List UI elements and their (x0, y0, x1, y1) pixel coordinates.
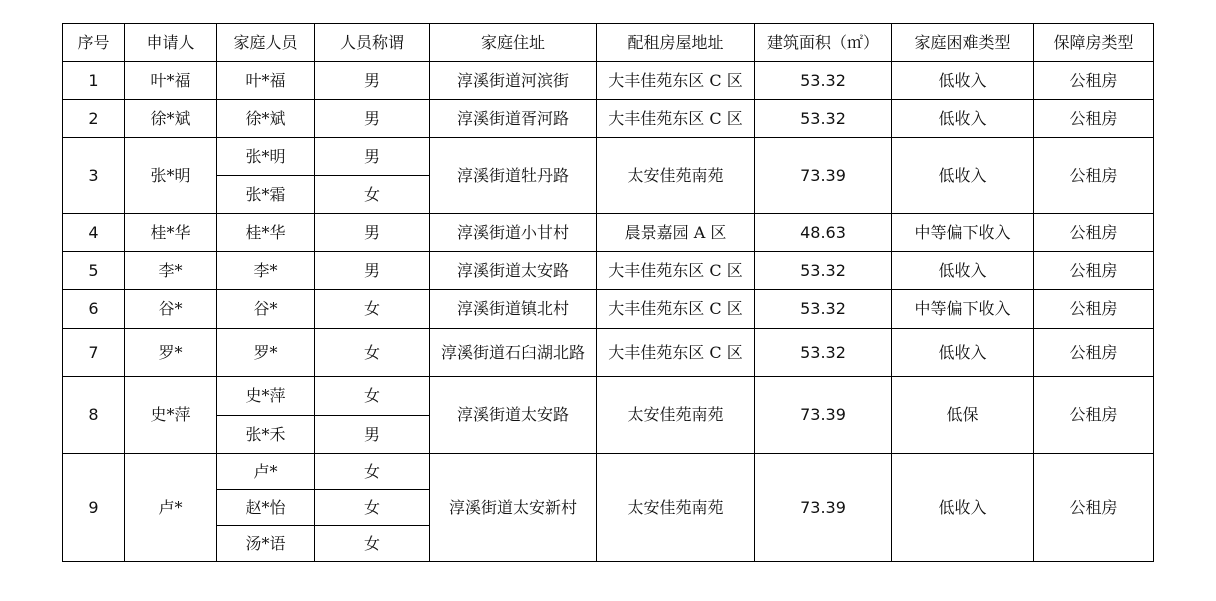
cell-rental-address: 太安佳苑南苑 (597, 377, 755, 454)
cell-no: 2 (63, 100, 125, 138)
cell-applicant: 卢* (125, 454, 217, 562)
cell-member-name: 汤*语 (217, 526, 315, 562)
cell-hardship: 中等偏下收入 (892, 214, 1034, 252)
header-relation: 人员称谓 (315, 24, 430, 62)
cell-no: 9 (63, 454, 125, 562)
cell-housing-type: 公租房 (1034, 329, 1154, 377)
table-row (63, 377, 1154, 416)
cell-hardship: 低保 (892, 377, 1034, 454)
table-row (63, 62, 1154, 100)
cell-member-relation: 男 (315, 416, 430, 454)
cell-rental-address: 大丰佳苑东区 C 区 (597, 329, 755, 377)
cell-member-relation: 男 (315, 100, 430, 138)
cell-applicant: 谷* (125, 290, 217, 329)
cell-housing-type: 公租房 (1034, 290, 1154, 329)
header-housing-type: 保障房类型 (1034, 24, 1154, 62)
cell-member-relation: 女 (315, 176, 430, 214)
cell-hardship: 低收入 (892, 329, 1034, 377)
header-rental-address: 配租房屋地址 (597, 24, 755, 62)
cell-hardship: 低收入 (892, 138, 1034, 214)
table-row (63, 329, 1154, 377)
header-address: 家庭住址 (430, 24, 597, 62)
cell-member-relation: 男 (315, 138, 430, 176)
cell-member-relation: 女 (315, 290, 430, 329)
cell-applicant: 徐*斌 (125, 100, 217, 138)
cell-rental-address: 大丰佳苑东区 C 区 (597, 100, 755, 138)
cell-no: 3 (63, 138, 125, 214)
cell-housing-type: 公租房 (1034, 100, 1154, 138)
cell-member-relation: 女 (315, 490, 430, 526)
cell-member-name: 叶*福 (217, 62, 315, 100)
cell-member-name: 史*萍 (217, 377, 315, 416)
cell-member-name: 赵*怡 (217, 490, 315, 526)
cell-member-relation: 女 (315, 329, 430, 377)
cell-member-relation: 男 (315, 214, 430, 252)
housing-allocation-table (62, 23, 1154, 562)
cell-area: 53.32 (755, 62, 892, 100)
table-row (63, 290, 1154, 329)
cell-hardship: 低收入 (892, 454, 1034, 562)
cell-hardship: 低收入 (892, 100, 1034, 138)
cell-no: 5 (63, 252, 125, 290)
header-area: 建筑面积（㎡） (755, 24, 892, 62)
cell-area: 53.32 (755, 329, 892, 377)
cell-member-name: 徐*斌 (217, 100, 315, 138)
cell-member-relation: 男 (315, 252, 430, 290)
header-no: 序号 (63, 24, 125, 62)
cell-area: 53.32 (755, 100, 892, 138)
table-row (63, 100, 1154, 138)
cell-address: 淳溪街道小甘村 (430, 214, 597, 252)
cell-housing-type: 公租房 (1034, 62, 1154, 100)
cell-member-name: 桂*华 (217, 214, 315, 252)
cell-no: 1 (63, 62, 125, 100)
table-row (63, 252, 1154, 290)
cell-hardship: 中等偏下收入 (892, 290, 1034, 329)
cell-applicant: 李* (125, 252, 217, 290)
table-row (63, 454, 1154, 490)
table-row (63, 138, 1154, 176)
cell-rental-address: 太安佳苑南苑 (597, 454, 755, 562)
cell-address: 淳溪街道镇北村 (430, 290, 597, 329)
cell-no: 7 (63, 329, 125, 377)
header-members: 家庭人员 (217, 24, 315, 62)
cell-housing-type: 公租房 (1034, 252, 1154, 290)
cell-hardship: 低收入 (892, 62, 1034, 100)
cell-address: 淳溪街道牡丹路 (430, 138, 597, 214)
table-header-row (63, 24, 1154, 62)
cell-member-relation: 女 (315, 377, 430, 416)
cell-area: 73.39 (755, 138, 892, 214)
cell-area: 73.39 (755, 377, 892, 454)
cell-rental-address: 大丰佳苑东区 C 区 (597, 62, 755, 100)
cell-no: 8 (63, 377, 125, 454)
cell-member-name: 张*明 (217, 138, 315, 176)
cell-area: 53.32 (755, 252, 892, 290)
table-row (63, 214, 1154, 252)
header-hardship: 家庭困难类型 (892, 24, 1034, 62)
cell-address: 淳溪街道太安路 (430, 377, 597, 454)
cell-applicant: 史*萍 (125, 377, 217, 454)
cell-area: 73.39 (755, 454, 892, 562)
cell-housing-type: 公租房 (1034, 454, 1154, 562)
cell-no: 4 (63, 214, 125, 252)
cell-member-name: 李* (217, 252, 315, 290)
cell-member-name: 张*禾 (217, 416, 315, 454)
cell-area: 48.63 (755, 214, 892, 252)
cell-rental-address: 太安佳苑南苑 (597, 138, 755, 214)
cell-member-name: 张*霜 (217, 176, 315, 214)
cell-rental-address: 大丰佳苑东区 C 区 (597, 290, 755, 329)
cell-address: 淳溪街道石臼湖北路 (430, 329, 597, 377)
header-applicant: 申请人 (125, 24, 217, 62)
cell-member-relation: 女 (315, 526, 430, 562)
cell-member-name: 罗* (217, 329, 315, 377)
cell-applicant: 桂*华 (125, 214, 217, 252)
cell-rental-address: 大丰佳苑东区 C 区 (597, 252, 755, 290)
cell-hardship: 低收入 (892, 252, 1034, 290)
cell-housing-type: 公租房 (1034, 138, 1154, 214)
cell-address: 淳溪街道太安路 (430, 252, 597, 290)
cell-applicant: 罗* (125, 329, 217, 377)
cell-housing-type: 公租房 (1034, 214, 1154, 252)
cell-housing-type: 公租房 (1034, 377, 1154, 454)
cell-address: 淳溪街道河滨街 (430, 62, 597, 100)
cell-address: 淳溪街道太安新村 (430, 454, 597, 562)
cell-member-name: 卢* (217, 454, 315, 490)
cell-member-name: 谷* (217, 290, 315, 329)
cell-applicant: 张*明 (125, 138, 217, 214)
cell-area: 53.32 (755, 290, 892, 329)
cell-applicant: 叶*福 (125, 62, 217, 100)
cell-no: 6 (63, 290, 125, 329)
cell-member-relation: 女 (315, 454, 430, 490)
cell-rental-address: 晨景嘉园 A 区 (597, 214, 755, 252)
cell-address: 淳溪街道胥河路 (430, 100, 597, 138)
cell-member-relation: 男 (315, 62, 430, 100)
